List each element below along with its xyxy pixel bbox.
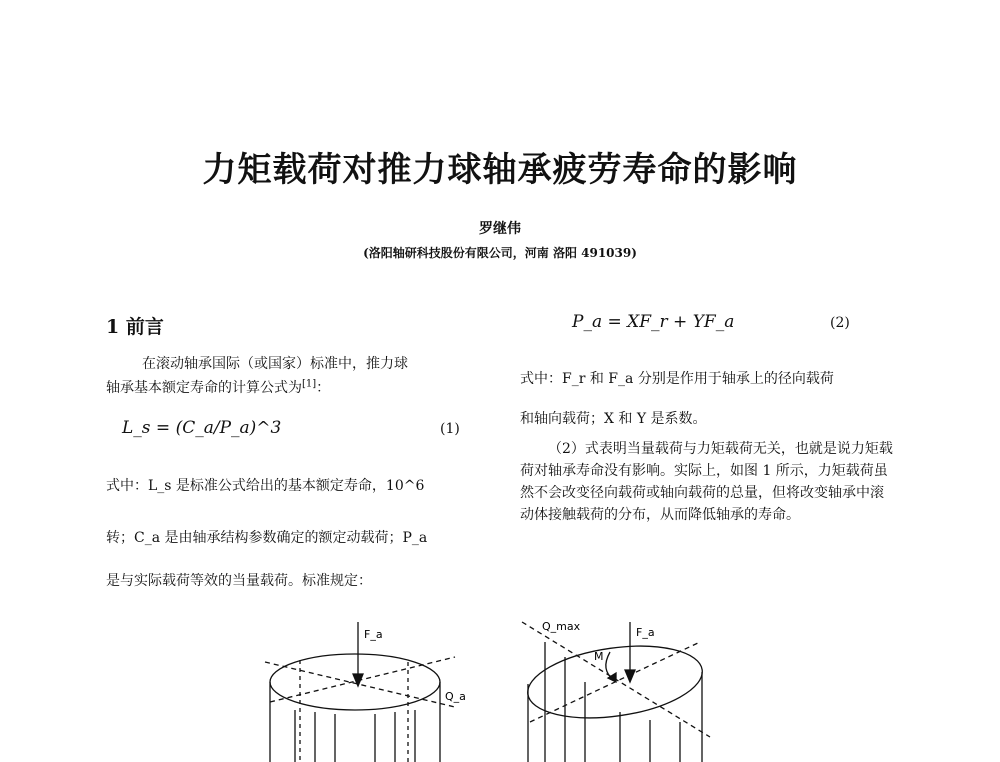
intro-line-2-tail: ： (316, 380, 331, 396)
equation-2-number: (2) (830, 315, 850, 331)
intro-line-1: 在滚动轴承国际（或国家）标准中，推力球 (142, 356, 408, 372)
col2-line-b: 和轴向载荷；X 和 Y 是系数。 (520, 411, 707, 427)
right-qmax-label: Q_max (542, 620, 581, 633)
col2-paragraph (520, 438, 896, 526)
right-bearing-diagram (522, 622, 710, 762)
equation-1-number: (1) (440, 421, 460, 437)
col1-line-c: 是与实际载荷等效的当量载荷。标准规定： (106, 573, 372, 589)
right-moment-label: M (594, 650, 604, 663)
intro-line-2 (106, 377, 330, 397)
paper-title: 力矩载荷对推力球轴承疲劳寿命的影响 (202, 150, 798, 190)
col2-line-a: 式中：F_r 和 F_a 分别是作用于轴承上的径向载荷 (520, 371, 834, 387)
left-force-label: F_a (364, 628, 383, 641)
citation-ref: [1] (302, 378, 317, 390)
author-name: 罗继伟 (479, 221, 521, 237)
right-force-arrow (625, 670, 635, 682)
right-force-label: F_a (636, 626, 655, 639)
left-bearing-diagram (265, 622, 455, 762)
col2-paragraph-text: （2）式表明当量载荷与力矩载荷无关，也就是说力矩载荷对轴承寿命没有影响。实际上，如图 1 所示，力矩载荷虽然不会改变径向载荷或轴向载荷的总量，但将改变轴承中滚动体接触载荷的分布，从而降低轴承的寿命。 (520, 441, 893, 523)
col1-line-b: 转；C_a 是由轴承结构参数确定的额定动载荷；P_a (106, 530, 428, 546)
equation-2: P_a = XF_r + YF_a (572, 312, 735, 332)
equation-1: L_s = (C_a/P_a)^3 (122, 418, 282, 438)
bearing-load-figure (240, 612, 740, 762)
section-heading: 1 前言 (106, 316, 164, 338)
left-axis-line-2 (270, 657, 455, 702)
left-bearing-top-ellipse (270, 654, 440, 710)
author-affiliation: (洛阳轴研科技股份有限公司，河南 洛阳 491039) (363, 246, 637, 260)
left-contact-label: Q_a (445, 690, 466, 703)
left-axis-line-1 (265, 662, 455, 707)
col1-line-a: 式中：L_s 是标准公式给出的基本额定寿命，10^6 (106, 478, 425, 494)
intro-line-2-text: 轴承基本额定寿命的计算公式为 (106, 380, 302, 396)
